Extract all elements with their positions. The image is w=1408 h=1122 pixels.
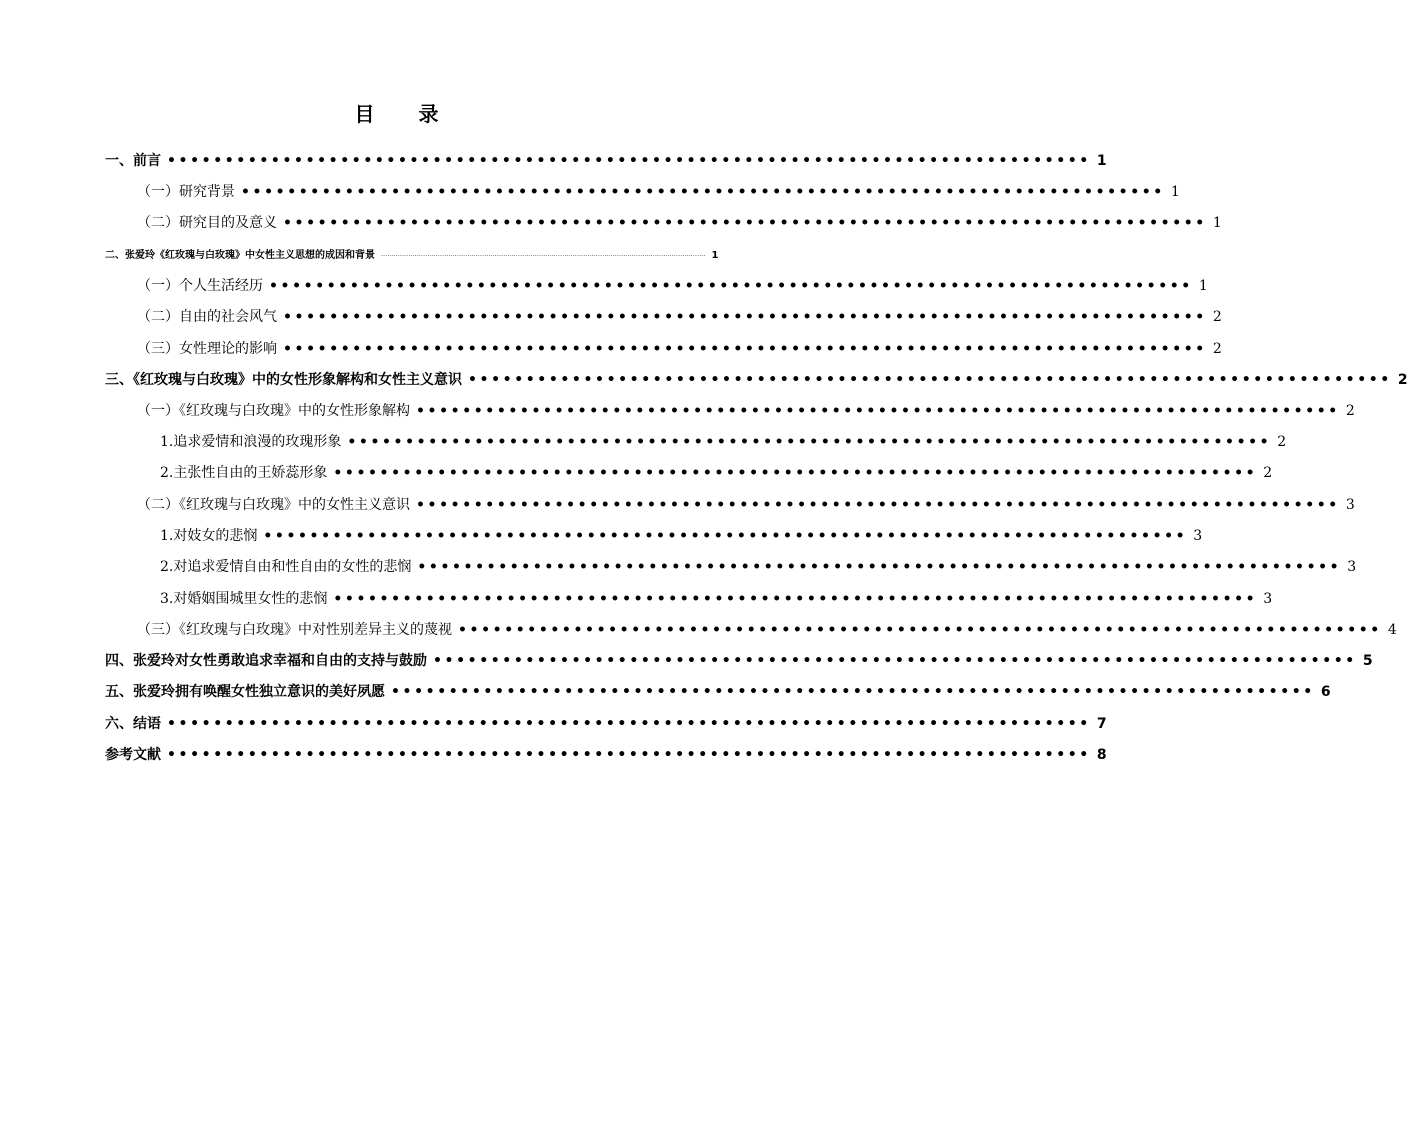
toc-entry[interactable]	[137, 212, 1222, 234]
toc-leader-dots: ••••••••••••••••••••••••••••••••••••••••••••••••••••••••••••••••••••••••••••••••	[458, 622, 1382, 638]
toc-leader-dots: ••••••••••••••••••••••••••••••••••••••••••••••••••••••••••••••••••••••••••••••••	[417, 559, 1342, 575]
toc-page-number: 1	[1212, 215, 1222, 231]
toc-entry[interactable]	[105, 369, 1408, 391]
toc-leader-dots: ••••••••••••••••••••••••••••••••••••••••••••••••••••••••••••••••••••••••••••••••	[283, 309, 1207, 325]
toc-entry[interactable]	[160, 431, 1287, 453]
toc-entry-label: 四、张爱玲对女性勇敢追求幸福和自由的支持与鼓励	[105, 653, 427, 669]
toc-entry-label: 3.对婚姻围城里女性的悲悯	[160, 591, 328, 607]
toc-entry-label: （一）个人生活经历	[137, 278, 263, 294]
toc-page-number: 7	[1096, 716, 1107, 732]
toc-page-number: 3	[1347, 559, 1357, 575]
toc-entry-label: 1.对妓女的悲悯	[160, 528, 258, 544]
toc-page-number: 2	[1345, 403, 1355, 419]
toc-page-number: 1	[1198, 278, 1208, 294]
toc-leader-dots: ••••••••••••••••••••••••••••••••••••••••••••••••••••••••••••••••••••••••••••••••	[283, 215, 1207, 231]
toc-entry-label: 五、张爱玲拥有唤醒女性独立意识的美好夙愿	[105, 684, 385, 700]
toc-entry-label: （二）自由的社会风气	[137, 309, 277, 325]
toc-entry[interactable]	[137, 400, 1355, 422]
toc-leader-dots: ••••••••••••••••••••••••••••••••••••••••••••••••••••••••••••••••••••••••••••••••	[333, 465, 1258, 481]
toc-page-number: 2	[1277, 434, 1287, 450]
toc-entry[interactable]	[137, 619, 1397, 641]
toc-entry[interactable]	[160, 525, 1203, 547]
toc-page-number: 3	[1193, 528, 1203, 544]
toc-title-char-1: 目	[354, 102, 375, 126]
toc-page-number: 2	[1212, 341, 1222, 357]
toc-entry[interactable]	[105, 150, 1107, 172]
toc-entry-label: 六、结语	[105, 716, 161, 732]
toc-page-number: 4	[1387, 622, 1397, 638]
toc-entry[interactable]	[137, 181, 1180, 203]
toc-leader-dots: ••••••••••••••••••••••••••••••••••••••••••••••••••••••••••••••••••••••••••••••••	[167, 747, 1091, 763]
toc-entry-label: （三）《红玫瑰与白玫瑰》中对性别差异主义的蔑视	[137, 622, 452, 638]
toc-page-number: 2	[1263, 465, 1273, 481]
toc-leader-dots: ••••••••••••••••••••••••••••••••••••••••••••••••••••••••••••••••••••••••••••••••	[468, 372, 1392, 388]
toc-title	[0, 98, 793, 127]
toc-page-number: 3	[1345, 497, 1355, 513]
toc-page-number: 2	[1397, 372, 1408, 388]
toc-entry[interactable]	[105, 744, 1107, 766]
toc-leader-dots: ··························································································································································	[381, 253, 706, 260]
toc-page-number: 1	[711, 250, 719, 261]
toc-leader-dots: ••••••••••••••••••••••••••••••••••••••••••••••••••••••••••••••••••••••••••••••••	[416, 403, 1340, 419]
toc-entry[interactable]	[160, 556, 1357, 578]
toc-leader-dots: ••••••••••••••••••••••••••••••••••••••••••••••••••••••••••••••••••••••••••••••••	[391, 684, 1315, 700]
toc-entry-label: 三、《红玫瑰与白玫瑰》中的女性形象解构和女性主义意识	[105, 372, 462, 388]
toc-leader-dots: ••••••••••••••••••••••••••••••••••••••••••••••••••••••••••••••••••••••••••••••••	[283, 341, 1207, 357]
toc-leader-dots: ••••••••••••••••••••••••••••••••••••••••••••••••••••••••••••••••••••••••••••••••	[433, 653, 1357, 669]
toc-leader-dots: ••••••••••••••••••••••••••••••••••••••••••••••••••••••••••••••••••••••••••••••••	[416, 497, 1340, 513]
toc-page-number: 8	[1096, 747, 1107, 763]
toc-page-number: 1	[1170, 184, 1180, 200]
toc-entry[interactable]	[105, 713, 1107, 735]
toc-entry[interactable]	[160, 462, 1273, 484]
toc-entry[interactable]	[137, 306, 1222, 328]
toc-entry-label: （一）研究背景	[137, 184, 235, 200]
toc-leader-dots: ••••••••••••••••••••••••••••••••••••••••••••••••••••••••••••••••••••••••••••••••	[167, 153, 1091, 169]
toc-entry[interactable]	[105, 681, 1331, 703]
toc-leader-dots: ••••••••••••••••••••••••••••••••••••••••••••••••••••••••••••••••••••••••••••••••	[167, 716, 1091, 732]
toc-entry-label: 2.对追求爱情自由和性自由的女性的悲悯	[160, 559, 412, 575]
toc-entry-label: 一、前言	[105, 153, 161, 169]
toc-leader-dots: ••••••••••••••••••••••••••••••••••••••••••••••••••••••••••••••••••••••••••••••••	[241, 184, 1165, 200]
toc-entry[interactable]	[105, 650, 1373, 672]
toc-entry[interactable]	[137, 275, 1208, 297]
toc-page-number: 3	[1263, 591, 1273, 607]
toc-entry[interactable]	[105, 246, 719, 268]
toc-title-char-2: 录	[418, 102, 439, 126]
toc-leader-dots: ••••••••••••••••••••••••••••••••••••••••••••••••••••••••••••••••••••••••••••••••	[263, 528, 1188, 544]
toc-entry-label: 二、张爱玲《红玫瑰与白玫瑰》中女性主义思想的成因和背景	[105, 250, 375, 261]
toc-entry-label: （二）研究目的及意义	[137, 215, 277, 231]
toc-page-number: 6	[1320, 684, 1331, 700]
toc-entry-label: 1.追求爱情和浪漫的玫瑰形象	[160, 434, 342, 450]
toc-entry[interactable]	[137, 338, 1222, 360]
toc-page-number: 1	[1096, 153, 1107, 169]
toc-leader-dots: ••••••••••••••••••••••••••••••••••••••••••••••••••••••••••••••••••••••••••••••••	[333, 591, 1258, 607]
toc-entry-label: 参考文献	[105, 747, 161, 763]
toc-entry[interactable]	[137, 494, 1355, 516]
toc-page-number: 5	[1362, 653, 1373, 669]
toc-entry-label: （三）女性理论的影响	[137, 341, 277, 357]
toc-entry[interactable]	[160, 588, 1273, 610]
toc-entry-label: 2.主张性自由的王娇蕊形象	[160, 465, 328, 481]
toc-page-number: 2	[1212, 309, 1222, 325]
toc-entry-label: （二）《红玫瑰与白玫瑰》中的女性主义意识	[137, 497, 410, 513]
toc-leader-dots: ••••••••••••••••••••••••••••••••••••••••••••••••••••••••••••••••••••••••••••••••	[347, 434, 1272, 450]
toc-entry-label: （一）《红玫瑰与白玫瑰》中的女性形象解构	[137, 403, 410, 419]
toc-leader-dots: ••••••••••••••••••••••••••••••••••••••••••••••••••••••••••••••••••••••••••••••••	[269, 278, 1193, 294]
